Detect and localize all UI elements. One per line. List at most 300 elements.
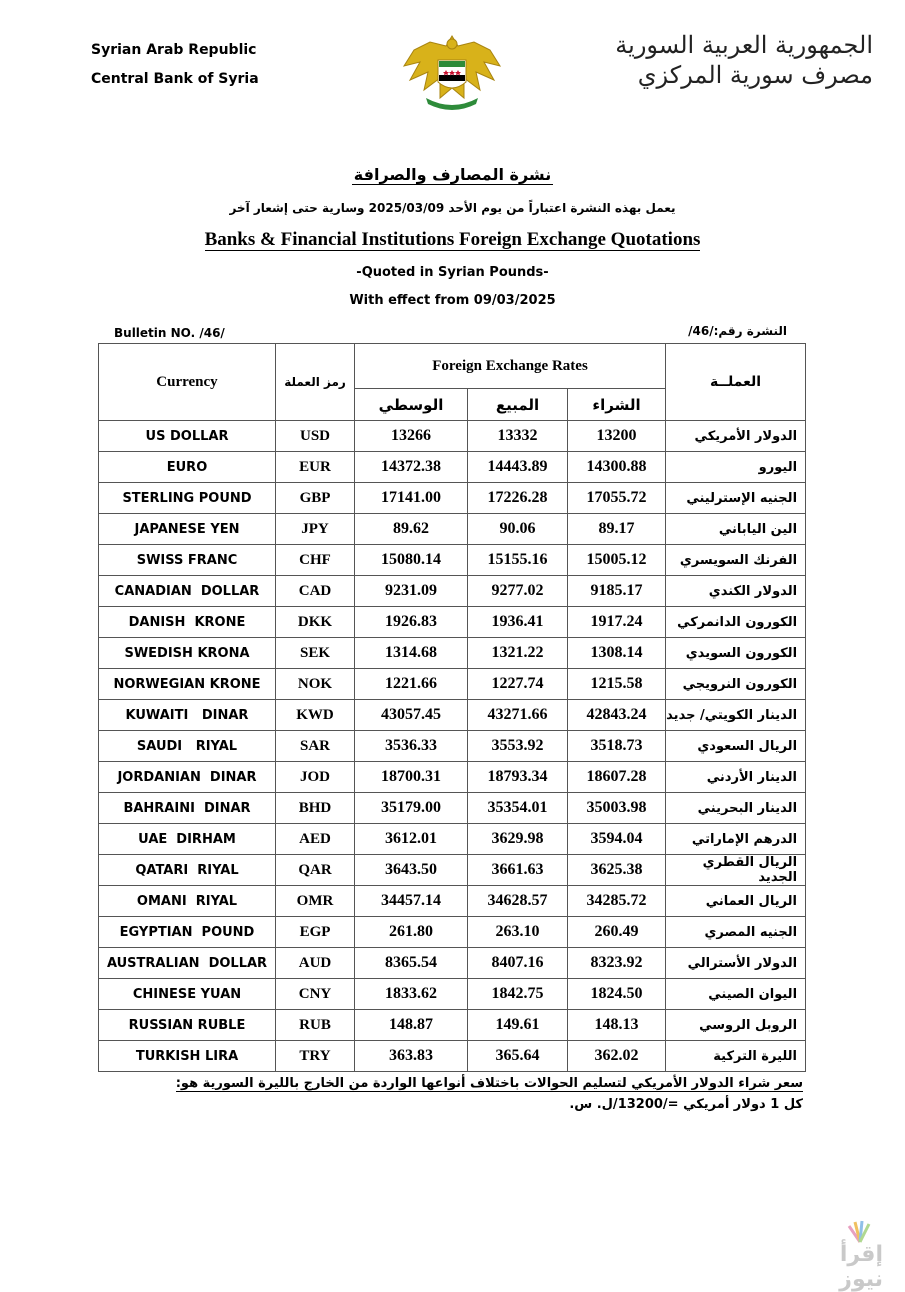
currency-name-ar-cell — [666, 793, 806, 824]
currency-name-ar: الجنيه المصري — [704, 924, 798, 940]
rate-sell-cell — [468, 638, 568, 669]
rate-buy: 1917.24 — [590, 613, 643, 630]
currency-name-ar: الدينار البحريني — [697, 800, 798, 816]
header-right — [615, 30, 873, 90]
table-row — [99, 948, 806, 979]
currency-name-ar: الدولار الكندي — [708, 583, 798, 599]
rate-middle-cell — [355, 514, 468, 545]
rate-buy: 13200 — [596, 427, 637, 444]
rate-middle-cell — [355, 483, 468, 514]
currency-code-cell — [276, 514, 355, 545]
table-row — [99, 1010, 806, 1041]
rate-sell-cell — [468, 855, 568, 886]
currency-name-cell — [99, 638, 276, 669]
subtitle-ar: يعمل بهذه النشرة اعتباراً من يوم الأحد 2025/03/09 وسارية حتى إشعار آخر — [229, 201, 676, 215]
rate-middle-cell — [355, 607, 468, 638]
rate-sell: 3661.63 — [491, 861, 544, 878]
currency-name-cell — [99, 669, 276, 700]
currency-name-ar-cell — [666, 700, 806, 731]
currency-name: CANADIAN DOLLAR — [114, 583, 260, 599]
rate-buy-cell — [568, 731, 666, 762]
currency-name-ar-cell — [666, 483, 806, 514]
currency-name-ar-cell — [666, 545, 806, 576]
rate-sell: 1936.41 — [491, 613, 544, 630]
currency-code: TRY — [299, 1047, 331, 1064]
rate-middle-cell — [355, 545, 468, 576]
currency-name-cell — [99, 514, 276, 545]
header-currency-ar: العملــة — [666, 344, 806, 421]
bulletin-number-ar: النشرة رقم:/46/ — [688, 324, 787, 338]
currency-name-ar: الدولار الأسترالي — [687, 955, 798, 971]
currency-name: TURKISH LIRA — [135, 1048, 239, 1064]
title-ar-text: نشرة المصارف والصرافة — [353, 165, 552, 184]
currency-name: JORDANIAN DINAR — [117, 769, 257, 785]
footer-note — [176, 1076, 803, 1091]
rate-sell-cell — [468, 421, 568, 452]
currency-name-ar-cell — [666, 1041, 806, 1072]
rate-buy-cell — [568, 545, 666, 576]
currency-name-ar-cell — [666, 855, 806, 886]
rate-buy-cell — [568, 793, 666, 824]
rate-buy-cell — [568, 669, 666, 700]
rate-middle-cell — [355, 855, 468, 886]
currency-name: AUSTRALIAN DOLLAR — [106, 955, 268, 971]
rate-middle-cell — [355, 576, 468, 607]
currency-name-ar: الفرنك السويسري — [679, 552, 798, 568]
rate-sell-cell — [468, 669, 568, 700]
rate-buy: 42843.24 — [586, 706, 647, 723]
rate-middle-cell — [355, 669, 468, 700]
currency-code-cell — [276, 917, 355, 948]
table-row — [99, 514, 806, 545]
table-row — [99, 886, 806, 917]
rate-middle: 1926.83 — [385, 613, 437, 630]
rate-buy: 89.17 — [598, 520, 635, 537]
rate-middle: 14372.38 — [381, 458, 441, 475]
rate-sell: 149.61 — [495, 1016, 540, 1033]
table-row — [99, 576, 806, 607]
currency-name-ar-cell — [666, 762, 806, 793]
currency-name-cell — [99, 948, 276, 979]
rate-buy-cell — [568, 700, 666, 731]
currency-code-cell — [276, 638, 355, 669]
currency-name: JAPANESE YEN — [134, 521, 240, 537]
rate-middle: 35179.00 — [381, 799, 441, 816]
currency-code-cell — [276, 855, 355, 886]
rate-middle-cell — [355, 948, 468, 979]
table-row — [99, 979, 806, 1010]
rate-middle: 1221.66 — [385, 675, 437, 692]
rate-sell-cell — [468, 700, 568, 731]
rate-buy-cell — [568, 762, 666, 793]
table-row — [99, 762, 806, 793]
rate-buy: 8323.92 — [590, 954, 643, 971]
currency-name-cell — [99, 731, 276, 762]
currency-name-cell — [99, 452, 276, 483]
footer-note-text: سعر شراء الدولار الأمريكي لتسليم الحوالات باختلاف أنواعها الواردة من الخارج بالليرة السورية هو: — [175, 1076, 803, 1091]
rate-middle: 43057.45 — [381, 706, 441, 723]
currency-code-cell — [276, 948, 355, 979]
currency-code-cell — [276, 793, 355, 824]
rate-sell: 18793.34 — [487, 768, 548, 785]
quoted-note: -Quoted in Syrian Pounds- — [356, 265, 549, 280]
currency-code: DKK — [297, 613, 333, 630]
rate-sell: 34628.57 — [487, 892, 548, 909]
rate-sell: 17226.28 — [487, 489, 548, 506]
rate-sell-cell — [468, 793, 568, 824]
currency-code: CNY — [298, 985, 332, 1002]
rate-sell: 35354.01 — [487, 799, 548, 816]
rate-buy: 15005.12 — [586, 551, 647, 568]
table-row — [99, 545, 806, 576]
currency-name-cell — [99, 824, 276, 855]
currency-name-ar: الروبل الروسي — [699, 1017, 798, 1033]
currency-name: OMANI RIYAL — [136, 893, 238, 909]
currency-name-cell — [99, 421, 276, 452]
rate-buy: 14300.88 — [586, 458, 647, 475]
rate-middle-cell — [355, 638, 468, 669]
rate-buy: 1308.14 — [590, 644, 643, 661]
rate-buy-cell — [568, 514, 666, 545]
rate-sell: 1842.75 — [491, 985, 544, 1002]
currency-name-ar: اليورو — [758, 459, 798, 475]
rate-middle-cell — [355, 793, 468, 824]
rate-buy-cell — [568, 979, 666, 1010]
rate-buy: 34285.72 — [586, 892, 647, 909]
country-name-en: Syrian Arab Republic — [91, 42, 257, 58]
rate-sell: 13332 — [497, 427, 538, 444]
currency-code: EGP — [299, 923, 331, 940]
currency-code-cell — [276, 545, 355, 576]
currency-code-cell — [276, 421, 355, 452]
rate-middle: 9231.09 — [385, 582, 437, 599]
currency-name-cell — [99, 576, 276, 607]
currency-code-cell — [276, 824, 355, 855]
currency-name-ar: الريال القطري الجديد — [702, 855, 798, 885]
currency-code: RUB — [299, 1016, 331, 1033]
currency-name: SWEDISH KRONA — [124, 645, 250, 661]
rate-sell: 1321.22 — [491, 644, 544, 661]
currency-name-cell — [99, 886, 276, 917]
table-row — [99, 855, 806, 886]
currency-name: QATARI RIYAL — [135, 862, 239, 878]
currency-name: SWISS FRANC — [136, 552, 238, 568]
bank-name-en: Central Bank of Syria — [91, 71, 259, 87]
header-sell: المبيع — [468, 389, 568, 421]
coat-of-arms-icon — [400, 32, 504, 114]
currency-name: BAHRAINI DINAR — [123, 800, 251, 816]
rate-buy-cell — [568, 576, 666, 607]
table-row — [99, 824, 806, 855]
rate-sell-cell — [468, 824, 568, 855]
currency-name-cell — [99, 855, 276, 886]
rate-sell-cell — [468, 762, 568, 793]
currency-name-ar: الدرهم الإماراتي — [691, 831, 798, 847]
rate-sell-cell — [468, 979, 568, 1010]
exchange-rates-table — [98, 343, 806, 1072]
currency-name-ar: الريال السعودي — [697, 738, 798, 754]
currency-name-ar-cell — [666, 917, 806, 948]
header-buy: الشراء — [568, 389, 666, 421]
currency-code: GBP — [299, 489, 331, 506]
rate-middle: 8365.54 — [385, 954, 437, 971]
rate-middle: 148.87 — [389, 1016, 433, 1033]
rate-sell-cell — [468, 607, 568, 638]
rate-buy: 148.13 — [594, 1016, 639, 1033]
currency-code: NOK — [297, 675, 333, 692]
watermark — [817, 1220, 883, 1292]
rate-middle: 13266 — [391, 427, 431, 444]
currency-code: OMR — [296, 892, 334, 909]
rate-buy-cell — [568, 855, 666, 886]
currency-code-cell — [276, 1010, 355, 1041]
currency-code-cell — [276, 669, 355, 700]
rate-sell: 9277.02 — [491, 582, 544, 599]
currency-name-ar: الليرة التركية — [713, 1048, 798, 1064]
currency-name-ar-cell — [666, 731, 806, 762]
rate-buy-cell — [568, 1041, 666, 1072]
currency-code-cell — [276, 700, 355, 731]
rate-buy-cell — [568, 824, 666, 855]
currency-name-cell — [99, 607, 276, 638]
rate-middle: 18700.31 — [381, 768, 441, 785]
rate-sell-cell — [468, 917, 568, 948]
rate-buy-cell — [568, 886, 666, 917]
currency-code: EUR — [299, 458, 331, 475]
currency-code: AED — [299, 830, 331, 847]
rate-middle: 15080.14 — [381, 551, 441, 568]
rate-middle-cell — [355, 700, 468, 731]
header-left — [91, 36, 259, 94]
rate-middle: 3612.01 — [385, 830, 437, 847]
currency-name-cell — [99, 483, 276, 514]
currency-name: EURO — [166, 459, 208, 475]
rate-sell-cell — [468, 576, 568, 607]
rate-middle: 1833.62 — [385, 985, 437, 1002]
rate-sell: 263.10 — [495, 923, 540, 940]
rate-middle-cell — [355, 452, 468, 483]
currency-name-ar: الكورون السويدي — [685, 645, 798, 661]
rate-middle: 34457.14 — [381, 892, 441, 909]
rate-buy-cell — [568, 1010, 666, 1041]
rate-buy-cell — [568, 948, 666, 979]
currency-name-cell — [99, 979, 276, 1010]
currency-name-ar: الدينار الكويتي/ جديد — [666, 707, 798, 723]
rate-middle: 261.80 — [389, 923, 433, 940]
currency-code-cell — [276, 886, 355, 917]
table-row — [99, 917, 806, 948]
rate-buy-cell — [568, 483, 666, 514]
currency-name-cell — [99, 545, 276, 576]
table-row — [99, 669, 806, 700]
currency-name: STERLING POUND — [122, 490, 252, 506]
currency-name-ar-cell — [666, 607, 806, 638]
currency-name-cell — [99, 1010, 276, 1041]
rate-buy: 3594.04 — [590, 830, 643, 847]
currency-name-cell — [99, 1041, 276, 1072]
table-row — [99, 452, 806, 483]
currency-name-ar-cell — [666, 948, 806, 979]
currency-name-ar: الكورون الدانمركي — [677, 614, 798, 630]
rate-sell: 1227.74 — [491, 675, 544, 692]
rate-sell-cell — [468, 514, 568, 545]
rate-sell: 8407.16 — [491, 954, 544, 971]
currency-code: KWD — [296, 706, 334, 723]
rate-buy-cell — [568, 421, 666, 452]
currency-code: JOD — [300, 768, 330, 785]
currency-name-ar: الريال العماني — [705, 893, 798, 909]
title-en-text: Banks & Financial Institutions Foreign Exchange Quotations — [204, 229, 701, 250]
currency-name: UAE DIRHAM — [138, 831, 236, 847]
header-fx-rates: Foreign Exchange Rates — [355, 344, 666, 389]
rate-middle-cell — [355, 979, 468, 1010]
effect-note: With effect from 09/03/2025 — [349, 293, 556, 308]
country-name-ar: الجمهورية العربية السورية — [615, 31, 873, 59]
currency-code: JPY — [301, 520, 329, 537]
table-row — [99, 421, 806, 452]
rate-sell: 3553.92 — [491, 737, 544, 754]
rate-sell-cell — [468, 886, 568, 917]
currency-name: CHINESE YUAN — [132, 986, 242, 1002]
currency-code: SEK — [299, 644, 330, 661]
rate-sell-cell — [468, 1041, 568, 1072]
title-en — [0, 229, 905, 251]
rate-middle-cell — [355, 1010, 468, 1041]
currency-name-cell — [99, 917, 276, 948]
title-ar — [0, 165, 905, 184]
rate-sell: 14443.89 — [487, 458, 548, 475]
table-row — [99, 607, 806, 638]
currency-name: KUWAITI DINAR — [125, 707, 249, 723]
rate-middle: 89.62 — [393, 520, 429, 537]
currency-code-cell — [276, 607, 355, 638]
currency-name: RUSSIAN RUBLE — [128, 1017, 246, 1033]
currency-name-ar-cell — [666, 979, 806, 1010]
currency-name-ar-cell — [666, 514, 806, 545]
table-body — [99, 421, 806, 1072]
table-row — [99, 793, 806, 824]
rate-middle-cell — [355, 917, 468, 948]
currency-code: BHD — [298, 799, 332, 816]
header-middle: الوسطي — [355, 389, 468, 421]
currency-name: DANISH KRONE — [128, 614, 246, 630]
rate-sell-cell — [468, 1010, 568, 1041]
table-row — [99, 1041, 806, 1072]
rate-buy-cell — [568, 452, 666, 483]
currency-name-ar: الجنيه الإسترليني — [686, 490, 798, 506]
rate-sell: 90.06 — [499, 520, 536, 537]
currency-name-ar-cell — [666, 576, 806, 607]
currency-name-cell — [99, 762, 276, 793]
currency-code: CAD — [298, 582, 332, 599]
rate-buy: 1215.58 — [590, 675, 643, 692]
footer-rate: كل 1 دولار أمريكي =/13200/ل. س. — [569, 1097, 803, 1112]
rate-sell-cell — [468, 545, 568, 576]
bulletin-number-en: Bulletin NO. /46/ — [114, 326, 225, 340]
currency-name-ar-cell — [666, 452, 806, 483]
rate-middle-cell — [355, 421, 468, 452]
rate-buy-cell — [568, 638, 666, 669]
currency-name-ar: الدولار الأمريكي — [694, 428, 798, 444]
currency-name-cell — [99, 700, 276, 731]
currency-name-ar: الين الياباني — [718, 521, 798, 537]
currency-name-ar: اليوان الصيني — [708, 986, 798, 1002]
rate-middle-cell — [355, 824, 468, 855]
currency-code-cell — [276, 576, 355, 607]
currency-name-cell — [99, 793, 276, 824]
currency-code: CHF — [299, 551, 331, 568]
rate-sell: 15155.16 — [487, 551, 548, 568]
header-currency: Currency — [99, 344, 276, 421]
currency-code: SAR — [299, 737, 330, 754]
rate-sell: 43271.66 — [487, 706, 548, 723]
rate-middle: 17141.00 — [381, 489, 441, 506]
rate-middle: 3643.50 — [385, 861, 437, 878]
watermark-logo-icon — [845, 1220, 875, 1244]
rate-buy: 362.02 — [594, 1047, 639, 1064]
rate-middle: 1314.68 — [385, 644, 437, 661]
rate-buy: 3518.73 — [590, 737, 643, 754]
currency-code: USD — [299, 427, 330, 444]
currency-name: SAUDI RIYAL — [136, 738, 238, 754]
currency-name-ar-cell — [666, 1010, 806, 1041]
currency-code: QAR — [298, 861, 332, 878]
rate-middle-cell — [355, 1041, 468, 1072]
table-row — [99, 483, 806, 514]
header-code: رمز العملة — [276, 344, 355, 421]
rate-middle: 3536.33 — [385, 737, 437, 754]
rate-buy: 260.49 — [594, 923, 639, 940]
rate-sell: 3629.98 — [491, 830, 544, 847]
rate-buy-cell — [568, 917, 666, 948]
currency-code-cell — [276, 731, 355, 762]
rate-middle-cell — [355, 731, 468, 762]
table-row — [99, 700, 806, 731]
currency-name-ar-cell — [666, 421, 806, 452]
bank-name-ar: مصرف سورية المركزي — [637, 61, 873, 89]
currency-code-cell — [276, 483, 355, 514]
currency-code-cell — [276, 979, 355, 1010]
rate-sell-cell — [468, 452, 568, 483]
table-row — [99, 638, 806, 669]
rate-buy: 35003.98 — [586, 799, 647, 816]
currency-name-ar-cell — [666, 886, 806, 917]
rate-buy: 17055.72 — [586, 489, 647, 506]
currency-name-ar-cell — [666, 824, 806, 855]
rate-buy: 1824.50 — [590, 985, 643, 1002]
table-row — [99, 731, 806, 762]
rate-middle-cell — [355, 762, 468, 793]
rate-sell-cell — [468, 948, 568, 979]
currency-code: AUD — [298, 954, 332, 971]
currency-code-cell — [276, 452, 355, 483]
rate-sell-cell — [468, 731, 568, 762]
currency-name-ar: الكورون النرويجي — [682, 676, 798, 692]
currency-code-cell — [276, 762, 355, 793]
currency-code-cell — [276, 1041, 355, 1072]
currency-name-ar: الدينار الأردني — [706, 769, 798, 785]
rate-middle: 363.83 — [389, 1047, 433, 1064]
rate-buy-cell — [568, 607, 666, 638]
currency-name: US DOLLAR — [145, 428, 229, 444]
currency-name: NORWEGIAN KRONE — [113, 676, 261, 692]
currency-name-ar-cell — [666, 669, 806, 700]
rate-buy: 3625.38 — [590, 861, 643, 878]
currency-name-ar-cell — [666, 638, 806, 669]
rate-sell: 365.64 — [495, 1047, 540, 1064]
rate-buy: 18607.28 — [586, 768, 647, 785]
currency-name: EGYPTIAN POUND — [119, 924, 255, 940]
